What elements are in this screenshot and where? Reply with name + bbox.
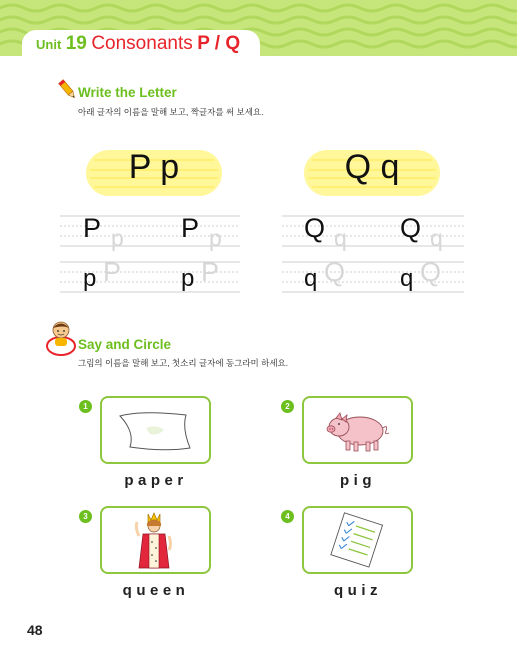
trace-q-upper-2: Q <box>420 257 442 287</box>
banner-letters-p: P p <box>128 148 180 186</box>
write-section-title: Write the Letter <box>78 85 177 100</box>
practice-p-upper-2: P <box>181 213 200 243</box>
unit-heading <box>36 33 240 55</box>
practice-q-lower-2: q <box>400 265 414 292</box>
trace-p-upper-1: P <box>103 257 122 287</box>
write-section-instruction: 아래 글자의 이름을 말해 보고, 짝글자를 써 보세요. <box>78 107 264 117</box>
practice-p-lower-2: p <box>181 265 195 292</box>
pig-icon <box>304 398 410 461</box>
trace-q-upper-1: Q <box>324 257 346 287</box>
trace-p-lower-2: p <box>209 225 222 251</box>
practice-q-upper-1: Q <box>304 213 326 243</box>
trace-p-upper-2: P <box>201 257 220 287</box>
practice-q-lower-1: q <box>304 265 318 292</box>
item-number-badge: 4 <box>281 510 294 523</box>
banner-letters-q: Q q <box>344 148 400 186</box>
item-number-badge: 2 <box>281 400 294 413</box>
quiz-icon <box>304 508 410 571</box>
circle-section-title: Say and Circle <box>78 337 172 352</box>
practice-p-lower-1: p <box>83 265 97 292</box>
circle-section-instruction: 그림의 이름을 말해 보고, 첫소리 글자에 동그라미 하세요. <box>78 358 289 368</box>
queen-icon <box>102 508 208 571</box>
picture-card-quiz <box>302 506 413 574</box>
trace-q-lower-2: q <box>430 225 443 251</box>
unit-letters: P / Q <box>197 33 241 54</box>
page-number: 48 <box>27 622 43 638</box>
unit-title: Consonants <box>91 33 193 54</box>
item-number-badge: 1 <box>79 400 92 413</box>
pencil-icon <box>56 78 80 102</box>
picture-card-paper <box>100 396 211 464</box>
word-paper[interactable]: paper <box>124 472 188 489</box>
picture-card-pig <box>302 396 413 464</box>
picture-card-queen <box>100 506 211 574</box>
word-quiz[interactable]: quiz <box>334 582 382 599</box>
trace-q-lower-1: q <box>334 225 347 251</box>
paper-icon <box>102 398 208 461</box>
word-pig[interactable]: pig <box>340 472 376 489</box>
unit-label: Unit <box>36 37 62 52</box>
word-queen[interactable]: queen <box>122 582 190 599</box>
child-circling-icon <box>44 320 78 358</box>
practice-p-upper-1: P <box>83 213 102 243</box>
unit-number: 19 <box>65 33 87 54</box>
item-number-badge: 3 <box>79 510 92 523</box>
trace-p-lower-1: p <box>111 225 124 251</box>
practice-q-upper-2: Q <box>400 213 422 243</box>
